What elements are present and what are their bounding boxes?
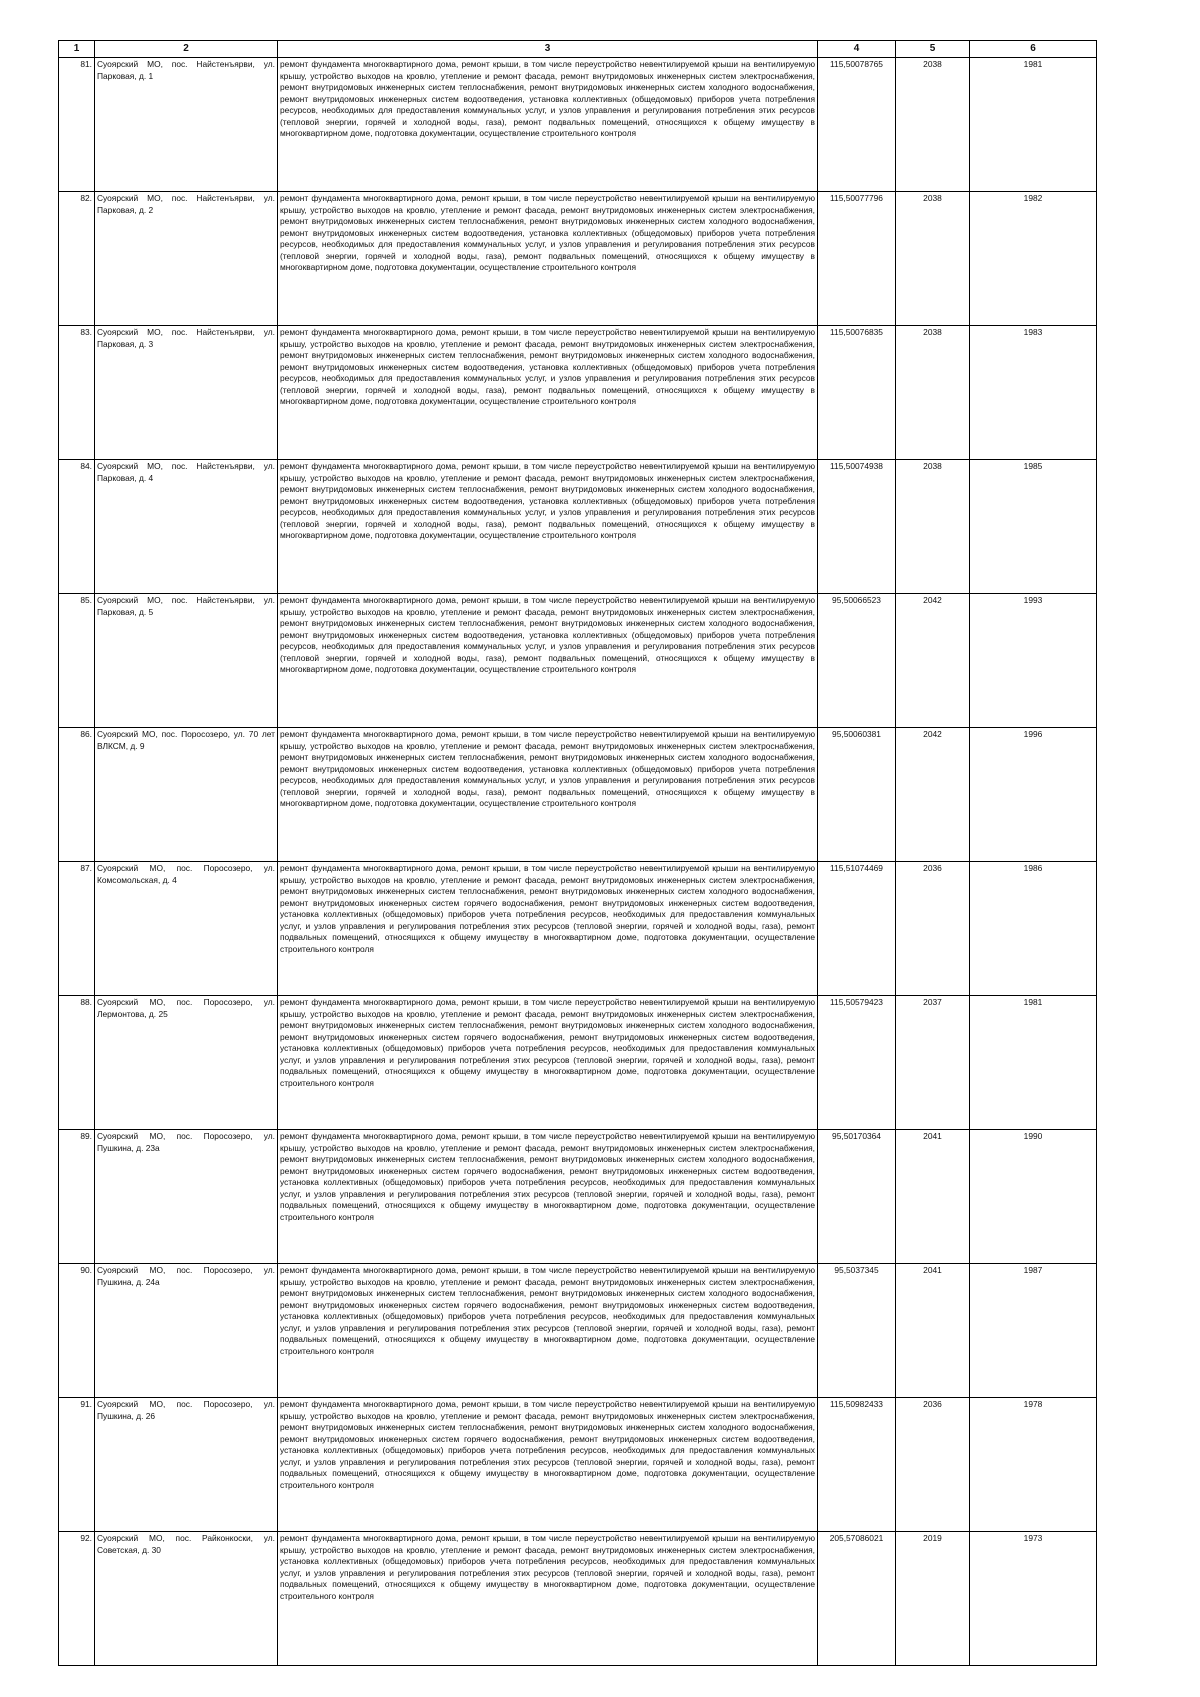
table-row [59,1532,1097,1666]
address-cell: Суоярский МО, пос. Найстенъярви, ул. Парковая, д. 5 [95,594,278,728]
build-year-cell: 1993 [970,594,1097,728]
column-header: 6 [970,41,1097,58]
table-row [59,58,1097,192]
build-year-cell: 1986 [970,862,1097,996]
repair-year-cell: 2038 [896,326,970,460]
repair-year-cell: 2038 [896,58,970,192]
repair-year-cell: 2038 [896,460,970,594]
address-cell: Суоярский МО, пос. Райконкоски, ул. Советская, д. 30 [95,1532,278,1666]
row-number: 89. [59,1130,95,1264]
build-year-cell: 1990 [970,1130,1097,1264]
works-cell: ремонт фундамента многоквартирного дома, ремонт крыши, в том числе переустройство невентилируемой крыши на вентилируемую крышу, устройство выходов на кровлю, утепление и ремонт фасада, ремонт внутридомовых инженерных систем электроснабжения, ремонт внутридомовых инженерных систем теплоснабжения, ремонт внутридомовых инженерных систем холодного водоснабжения, ремонт внутридомовых инженерных систем горячего водоснабжения, ремонт внутридомовых инженерных систем водоотведения, установка коллективных (общедомовых) приборов учета потребления ресурсов, необходимых для предоставления коммунальных услуг, и узлов управления и регулирования потребления этих ресурсов (тепловой энергии, горячей и холодной воды, газа), ремонт подвальных помещений, относящихся к общему имуществу в многоквартирном доме, подготовка документации, осуществление строительного контроля [278,1398,818,1532]
row-number: 85. [59,594,95,728]
cost-cell: 205,57086021 [818,1532,896,1666]
build-year-cell: 1987 [970,1264,1097,1398]
repair-year-cell: 2041 [896,1264,970,1398]
build-year-cell: 1973 [970,1532,1097,1666]
column-header: 2 [95,41,278,58]
works-cell: ремонт фундамента многоквартирного дома, ремонт крыши, в том числе переустройство невентилируемой крыши на вентилируемую крышу, устройство выходов на кровлю, утепление и ремонт фасада, ремонт внутридомовых инженерных систем электроснабжения, установка коллективных (общедомовых) приборов учета потребления ресурсов, необходимых для предоставления коммунальных услуг, и узлов управления и регулирования потребления этих ресурсов (тепловой энергии, горячей и холодной воды, газа), ремонт подвальных помещений, относящихся к общему имуществу в многоквартирном доме, подготовка документации, осуществление строительного контроля [278,1532,818,1666]
row-number: 83. [59,326,95,460]
cost-cell: 115,50078765 [818,58,896,192]
cost-cell: 115,50579423 [818,996,896,1130]
build-year-cell: 1981 [970,996,1097,1130]
row-number: 87. [59,862,95,996]
repair-year-cell: 2036 [896,862,970,996]
address-cell: Суоярский МО, пос. Найстенъярви, ул. Парковая, д. 3 [95,326,278,460]
cost-cell: 95,50060381 [818,728,896,862]
works-cell: ремонт фундамента многоквартирного дома, ремонт крыши, в том числе переустройство невентилируемой крыши на вентилируемую крышу, устройство выходов на кровлю, утепление и ремонт фасада, ремонт внутридомовых инженерных систем электроснабжения, ремонт внутридомовых инженерных систем теплоснабжения, ремонт внутридомовых инженерных систем холодного водоснабжения, ремонт внутридомовых инженерных систем горячего водоснабжения, ремонт внутридомовых инженерных систем водоотведения, установка коллективных (общедомовых) приборов учета потребления ресурсов, необходимых для предоставления коммунальных услуг, и узлов управления и регулирования потребления этих ресурсов (тепловой энергии, горячей и холодной воды, газа), ремонт подвальных помещений, относящихся к общему имуществу в многоквартирном доме, подготовка документации, осуществление строительного контроля [278,862,818,996]
address-cell: Суоярский МО, пос. Поросозеро, ул. Комсомольская, д. 4 [95,862,278,996]
table-row [59,862,1097,996]
table-row [59,460,1097,594]
repair-year-cell: 2042 [896,594,970,728]
column-header: 4 [818,41,896,58]
table-row [59,326,1097,460]
repair-year-cell: 2019 [896,1532,970,1666]
cost-cell: 115,50982433 [818,1398,896,1532]
works-cell: ремонт фундамента многоквартирного дома, ремонт крыши, в том числе переустройство невентилируемой крыши на вентилируемую крышу, устройство выходов на кровлю, утепление и ремонт фасада, ремонт внутридомовых инженерных систем электроснабжения, ремонт внутридомовых инженерных систем теплоснабжения, ремонт внутридомовых инженерных систем холодного водоснабжения, ремонт внутридомовых инженерных систем водоотведения, установка коллективных (общедомовых) приборов учета потребления ресурсов, необходимых для предоставления коммунальных услуг, и узлов управления и регулирования потребления этих ресурсов (тепловой энергии, горячей и холодной воды, газа), ремонт подвальных помещений, относящихся к общему имуществу в многоквартирном доме, подготовка документации, осуществление строительного контроля [278,58,818,192]
address-cell: Суоярский МО, пос. Найстенъярви, ул. Парковая, д. 2 [95,192,278,326]
address-cell: Суоярский МО, пос. Поросозеро, ул. Пушкина, д. 23а [95,1130,278,1264]
row-number: 82. [59,192,95,326]
table-row [59,996,1097,1130]
cost-cell: 95,5037345 [818,1264,896,1398]
works-cell: ремонт фундамента многоквартирного дома, ремонт крыши, в том числе переустройство невентилируемой крыши на вентилируемую крышу, устройство выходов на кровлю, утепление и ремонт фасада, ремонт внутридомовых инженерных систем электроснабжения, ремонт внутридомовых инженерных систем теплоснабжения, ремонт внутридомовых инженерных систем холодного водоснабжения, ремонт внутридомовых инженерных систем водоотведения, установка коллективных (общедомовых) приборов учета потребления ресурсов, необходимых для предоставления коммунальных услуг, и узлов управления и регулирования потребления этих ресурсов (тепловой энергии, горячей и холодной воды, газа), ремонт подвальных помещений, относящихся к общему имуществу в многоквартирном доме, подготовка документации, осуществление строительного контроля [278,460,818,594]
build-year-cell: 1985 [970,460,1097,594]
works-cell: ремонт фундамента многоквартирного дома, ремонт крыши, в том числе переустройство невентилируемой крыши на вентилируемую крышу, устройство выходов на кровлю, утепление и ремонт фасада, ремонт внутридомовых инженерных систем электроснабжения, ремонт внутридомовых инженерных систем теплоснабжения, ремонт внутридомовых инженерных систем холодного водоснабжения, ремонт внутридомовых инженерных систем водоотведения, установка коллективных (общедомовых) приборов учета потребления ресурсов, необходимых для предоставления коммунальных услуг, и узлов управления и регулирования потребления этих ресурсов (тепловой энергии, горячей и холодной воды, газа), ремонт подвальных помещений, относящихся к общему имуществу в многоквартирном доме, подготовка документации, осуществление строительного контроля [278,192,818,326]
build-year-cell: 1978 [970,1398,1097,1532]
repair-year-cell: 2037 [896,996,970,1130]
address-cell: Суоярский МО, пос. Поросозеро, ул. Пушкина, д. 24а [95,1264,278,1398]
works-cell: ремонт фундамента многоквартирного дома, ремонт крыши, в том числе переустройство невентилируемой крыши на вентилируемую крышу, устройство выходов на кровлю, утепление и ремонт фасада, ремонт внутридомовых инженерных систем электроснабжения, ремонт внутридомовых инженерных систем теплоснабжения, ремонт внутридомовых инженерных систем холодного водоснабжения, ремонт внутридомовых инженерных систем горячего водоснабжения, ремонт внутридомовых инженерных систем водоотведения, установка коллективных (общедомовых) приборов учета потребления ресурсов, необходимых для предоставления коммунальных услуг, и узлов управления и регулирования потребления этих ресурсов (тепловой энергии, горячей и холодной воды, газа), ремонт подвальных помещений, относящихся к общему имуществу в многоквартирном доме, подготовка документации, осуществление строительного контроля [278,1130,818,1264]
build-year-cell: 1981 [970,58,1097,192]
repair-year-cell: 2036 [896,1398,970,1532]
address-cell: Суоярский МО, пос. Найстенъярви, ул. Парковая, д. 4 [95,460,278,594]
row-number: 91. [59,1398,95,1532]
build-year-cell: 1982 [970,192,1097,326]
row-number: 88. [59,996,95,1130]
address-cell: Суоярский МО, пос. Найстенъярви, ул. Парковая, д. 1 [95,58,278,192]
works-cell: ремонт фундамента многоквартирного дома, ремонт крыши, в том числе переустройство невентилируемой крыши на вентилируемую крышу, устройство выходов на кровлю, утепление и ремонт фасада, ремонт внутридомовых инженерных систем электроснабжения, ремонт внутридомовых инженерных систем теплоснабжения, ремонт внутридомовых инженерных систем холодного водоснабжения, ремонт внутридомовых инженерных систем водоотведения, установка коллективных (общедомовых) приборов учета потребления ресурсов, необходимых для предоставления коммунальных услуг, и узлов управления и регулирования потребления этих ресурсов (тепловой энергии, горячей и холодной воды, газа), ремонт подвальных помещений, относящихся к общему имуществу в многоквартирном доме, подготовка документации, осуществление строительного контроля [278,594,818,728]
works-cell: ремонт фундамента многоквартирного дома, ремонт крыши, в том числе переустройство невентилируемой крыши на вентилируемую крышу, устройство выходов на кровлю, утепление и ремонт фасада, ремонт внутридомовых инженерных систем электроснабжения, ремонт внутридомовых инженерных систем теплоснабжения, ремонт внутридомовых инженерных систем холодного водоснабжения, ремонт внутридомовых инженерных систем водоотведения, установка коллективных (общедомовых) приборов учета потребления ресурсов, необходимых для предоставления коммунальных услуг, и узлов управления и регулирования потребления этих ресурсов (тепловой энергии, горячей и холодной воды, газа), ремонт подвальных помещений, относящихся к общему имуществу в многоквартирном доме, подготовка документации, осуществление строительного контроля [278,728,818,862]
address-cell: Суоярский МО, пос. Поросозеро, ул. Лермонтова, д. 25 [95,996,278,1130]
works-cell: ремонт фундамента многоквартирного дома, ремонт крыши, в том числе переустройство невентилируемой крыши на вентилируемую крышу, устройство выходов на кровлю, утепление и ремонт фасада, ремонт внутридомовых инженерных систем электроснабжения, ремонт внутридомовых инженерных систем теплоснабжения, ремонт внутридомовых инженерных систем холодного водоснабжения, ремонт внутридомовых инженерных систем горячего водоснабжения, ремонт внутридомовых инженерных систем водоотведения, установка коллективных (общедомовых) приборов учета потребления ресурсов, необходимых для предоставления коммунальных услуг, и узлов управления и регулирования потребления этих ресурсов (тепловой энергии, горячей и холодной воды, газа), ремонт подвальных помещений, относящихся к общему имуществу в многоквартирном доме, подготовка документации, осуществление строительного контроля [278,996,818,1130]
cost-cell: 115,50074938 [818,460,896,594]
address-cell: Суоярский МО, пос. Поросозеро, ул. 70 лет ВЛКСМ, д. 9 [95,728,278,862]
row-number: 86. [59,728,95,862]
table-row [59,728,1097,862]
row-number: 84. [59,460,95,594]
table-header-row [59,41,1097,58]
column-header: 3 [278,41,818,58]
capital-repair-table [58,40,1097,1666]
works-cell: ремонт фундамента многоквартирного дома, ремонт крыши, в том числе переустройство невентилируемой крыши на вентилируемую крышу, устройство выходов на кровлю, утепление и ремонт фасада, ремонт внутридомовых инженерных систем электроснабжения, ремонт внутридомовых инженерных систем теплоснабжения, ремонт внутридомовых инженерных систем холодного водоснабжения, ремонт внутридомовых инженерных систем горячего водоснабжения, ремонт внутридомовых инженерных систем водоотведения, установка коллективных (общедомовых) приборов учета потребления ресурсов, необходимых для предоставления коммунальных услуг, и узлов управления и регулирования потребления этих ресурсов (тепловой энергии, горячей и холодной воды, газа), ремонт подвальных помещений, относящихся к общему имуществу в многоквартирном доме, подготовка документации, осуществление строительного контроля [278,1264,818,1398]
table-row [59,1264,1097,1398]
cost-cell: 115,50077796 [818,192,896,326]
table-row [59,1398,1097,1532]
column-header: 1 [59,41,95,58]
repair-year-cell: 2038 [896,192,970,326]
table-row [59,594,1097,728]
row-number: 92. [59,1532,95,1666]
column-header: 5 [896,41,970,58]
table-row [59,1130,1097,1264]
cost-cell: 95,50066523 [818,594,896,728]
repair-year-cell: 2042 [896,728,970,862]
works-cell: ремонт фундамента многоквартирного дома, ремонт крыши, в том числе переустройство невентилируемой крыши на вентилируемую крышу, устройство выходов на кровлю, утепление и ремонт фасада, ремонт внутридомовых инженерных систем электроснабжения, ремонт внутридомовых инженерных систем теплоснабжения, ремонт внутридомовых инженерных систем холодного водоснабжения, ремонт внутридомовых инженерных систем водоотведения, установка коллективных (общедомовых) приборов учета потребления ресурсов, необходимых для предоставления коммунальных услуг, и узлов управления и регулирования потребления этих ресурсов (тепловой энергии, горячей и холодной воды, газа), ремонт подвальных помещений, относящихся к общему имуществу в многоквартирном доме, подготовка документации, осуществление строительного контроля [278,326,818,460]
row-number: 90. [59,1264,95,1398]
build-year-cell: 1983 [970,326,1097,460]
address-cell: Суоярский МО, пос. Поросозеро, ул. Пушкина, д. 26 [95,1398,278,1532]
repair-year-cell: 2041 [896,1130,970,1264]
cost-cell: 115,50076835 [818,326,896,460]
build-year-cell: 1996 [970,728,1097,862]
table-row [59,192,1097,326]
row-number: 81. [59,58,95,192]
cost-cell: 95,50170364 [818,1130,896,1264]
cost-cell: 115,51074469 [818,862,896,996]
